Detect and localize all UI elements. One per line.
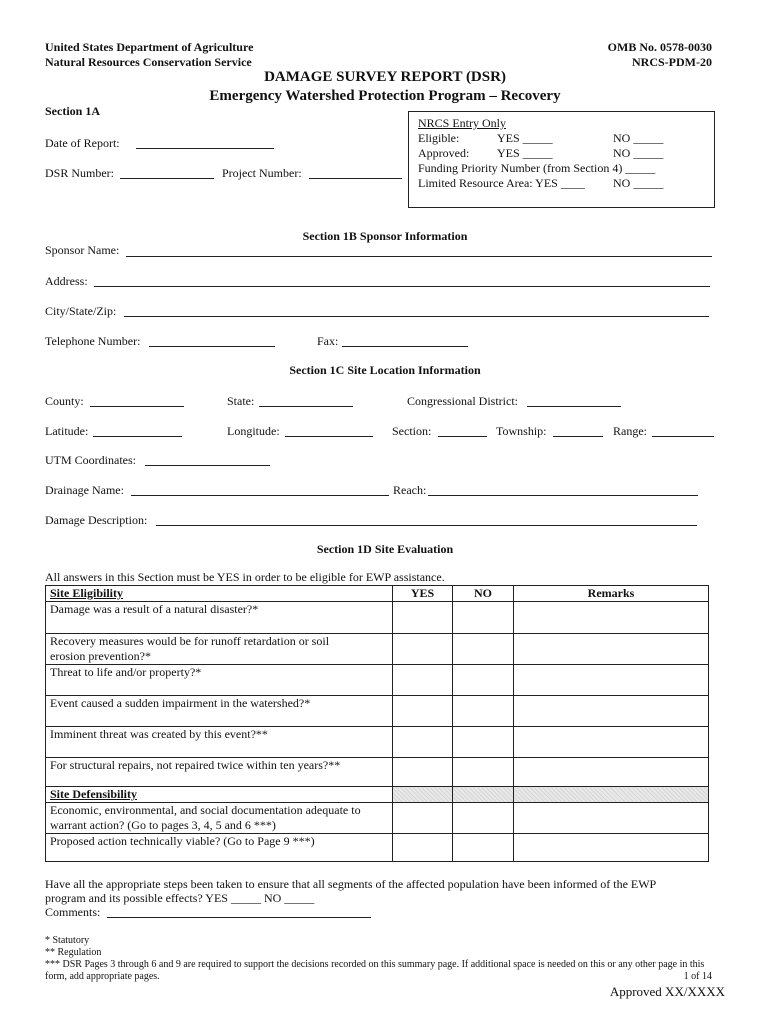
section-1a-heading: Section 1A [45,104,100,118]
telephone-label: Telephone Number: [45,334,141,348]
site-eligibility-header: Site Eligibility [46,586,393,602]
date-field[interactable] [136,148,274,149]
remarks-cell[interactable] [514,758,709,787]
remarks-cell[interactable] [514,665,709,696]
answer-no-cell[interactable] [453,758,514,787]
answer-no-cell[interactable] [453,727,514,758]
yes-column-header: YES [393,586,453,602]
nrcs-entry-title: NRCS Entry Only [418,116,507,130]
agency-name: United States Department of Agriculture [45,40,254,54]
township-field[interactable] [553,436,603,437]
state-label: State: [227,394,255,408]
approved-label: Approved: [418,146,470,160]
answer-no-cell[interactable] [453,834,514,862]
form-subtitle: Emergency Watershed Protection Program – Recovery [209,88,561,104]
eligible-yes[interactable]: YES _____ [497,131,553,145]
answer-yes-cell[interactable] [393,602,453,634]
township-label: Township: [496,424,547,438]
table-row [46,602,709,634]
no-column-header: NO [453,586,514,602]
section-label: Section: [392,424,432,438]
dsr-number-label: DSR Number: [45,166,114,180]
answer-no-cell[interactable] [453,602,514,634]
state-field[interactable] [259,406,353,407]
section-1c-heading: Section 1C Site Location Information [289,363,481,377]
shaded-cell [514,787,709,803]
form-number: NRCS-PDM-20 [632,55,712,69]
funding-priority[interactable]: Funding Priority Number (from Section 4) _____ [418,161,656,175]
county-field[interactable] [90,406,184,407]
address-field[interactable] [94,286,710,287]
answer-yes-cell[interactable] [393,696,453,727]
congressional-district-label: Congressional District: [407,394,518,408]
drainage-name-label: Drainage Name: [45,483,124,497]
limited-resource-no[interactable]: NO _____ [613,176,664,190]
page-number: 1 of 14 [683,971,712,982]
fax-label: Fax: [317,334,339,348]
section-1d-intro: All answers in this Section must be YES in order to be eligible for EWP assistance. [45,570,445,584]
latitude-label: Latitude: [45,424,89,438]
remarks-cell[interactable] [514,602,709,634]
form-title: DAMAGE SURVEY REPORT (DSR) [264,69,506,85]
comments-label: Comments: [45,905,101,919]
remarks-cell[interactable] [514,696,709,727]
remarks-cell[interactable] [514,834,709,862]
shaded-cell [453,787,514,803]
site-evaluation-table [45,585,709,862]
question-threat-life-property: Threat to life and/or property?* [46,665,393,696]
sponsor-name-label: Sponsor Name: [45,243,120,257]
reach-label: Reach: [393,483,427,497]
approved-no[interactable]: NO _____ [613,146,664,160]
remarks-cell[interactable] [514,634,709,665]
table-row [46,634,709,665]
answer-no-cell[interactable] [453,696,514,727]
footnote-statutory: * Statutory [45,935,90,946]
answer-yes-cell[interactable] [393,803,453,834]
reach-field[interactable] [428,495,698,496]
range-label: Range: [613,424,647,438]
site-defensibility-header: Site Defensibility [46,787,393,803]
date-label: Date of Report: [45,136,120,150]
question-technically-viable: Proposed action technically viable? (Go to Page 9 ***) [46,834,393,862]
question-structural-repairs: For structural repairs, not repaired twice within ten years?** [46,758,393,787]
remarks-column-header: Remarks [514,586,709,602]
table-row [46,834,709,862]
question-imminent-threat: Imminent threat was created by this event?** [46,727,393,758]
eligible-no[interactable]: NO _____ [613,131,664,145]
footnote-add-pages: form, add appropriate pages. [45,971,160,982]
congressional-district-field[interactable] [527,406,621,407]
section-1b-heading: Section 1B Sponsor Information [302,229,468,243]
footnote-dsr-pages: *** DSR Pages 3 through 6 and 9 are required to support the decisions recorded on this summary page. If additional space is needed on this or any other page in this [45,959,705,970]
comments-field[interactable] [107,917,371,918]
longitude-field[interactable] [285,436,373,437]
answer-yes-cell[interactable] [393,834,453,862]
question-sudden-impairment: Event caused a sudden impairment in the watershed?* [46,696,393,727]
table-row [46,665,709,696]
damage-description-label: Damage Description: [45,513,148,527]
limited-resource-yes[interactable]: Limited Resource Area: YES ____ [418,176,585,190]
answer-no-cell[interactable] [453,665,514,696]
question-runoff-erosion: Recovery measures would be for runoff retardation or soil erosion prevention?* [46,634,393,665]
drainage-name-field[interactable] [131,495,389,496]
range-field[interactable] [652,436,714,437]
section-field[interactable] [438,436,487,437]
answer-yes-cell[interactable] [393,758,453,787]
sponsor-name-field[interactable] [126,256,712,257]
project-number-field[interactable] [309,178,402,179]
answer-yes-cell[interactable] [393,665,453,696]
remarks-cell[interactable] [514,727,709,758]
dsr-number-field[interactable] [120,178,214,179]
table-row [46,696,709,727]
table-row [46,727,709,758]
latitude-field[interactable] [93,436,182,437]
county-label: County: [45,394,84,408]
service-name: Natural Resources Conservation Service [45,55,252,69]
damage-description-field[interactable] [156,525,697,526]
section-1d-heading: Section 1D Site Evaluation [316,542,454,556]
table-row [46,758,709,787]
city-state-zip-label: City/State/Zip: [45,304,117,318]
longitude-label: Longitude: [227,424,280,438]
address-label: Address: [45,274,88,288]
notification-answer[interactable]: program and its possible effects? YES _____ NO _____ [45,891,315,905]
approval-date: Approved XX/XXXX [609,984,725,999]
answer-no-cell[interactable] [453,803,514,834]
question-natural-disaster: Damage was a result of a natural disaster?* [46,602,393,634]
footnote-regulation: ** Regulation [45,947,102,958]
utm-label: UTM Coordinates: [45,453,136,467]
notification-question: Have all the appropriate steps been taken to ensure that all segments of the affected population have been informed of the EWP [45,877,657,891]
answer-no-cell[interactable] [453,634,514,665]
telephone-field[interactable] [149,346,275,347]
city-state-zip-field[interactable] [124,316,709,317]
answer-yes-cell[interactable] [393,727,453,758]
utm-field[interactable] [145,465,270,466]
table-row [46,803,709,834]
eligible-label: Eligible: [418,131,460,145]
omb-number: OMB No. 0578-0030 [607,40,712,54]
remarks-cell[interactable] [514,803,709,834]
shaded-cell [393,787,453,803]
question-documentation-adequate: Economic, environmental, and social documentation adequate to warrant action? (Go to pages 3, 4, 5 and 6 ***) [46,803,393,834]
approved-yes[interactable]: YES _____ [497,146,553,160]
project-number-label: Project Number: [222,166,302,180]
answer-yes-cell[interactable] [393,634,453,665]
fax-field[interactable] [342,346,468,347]
